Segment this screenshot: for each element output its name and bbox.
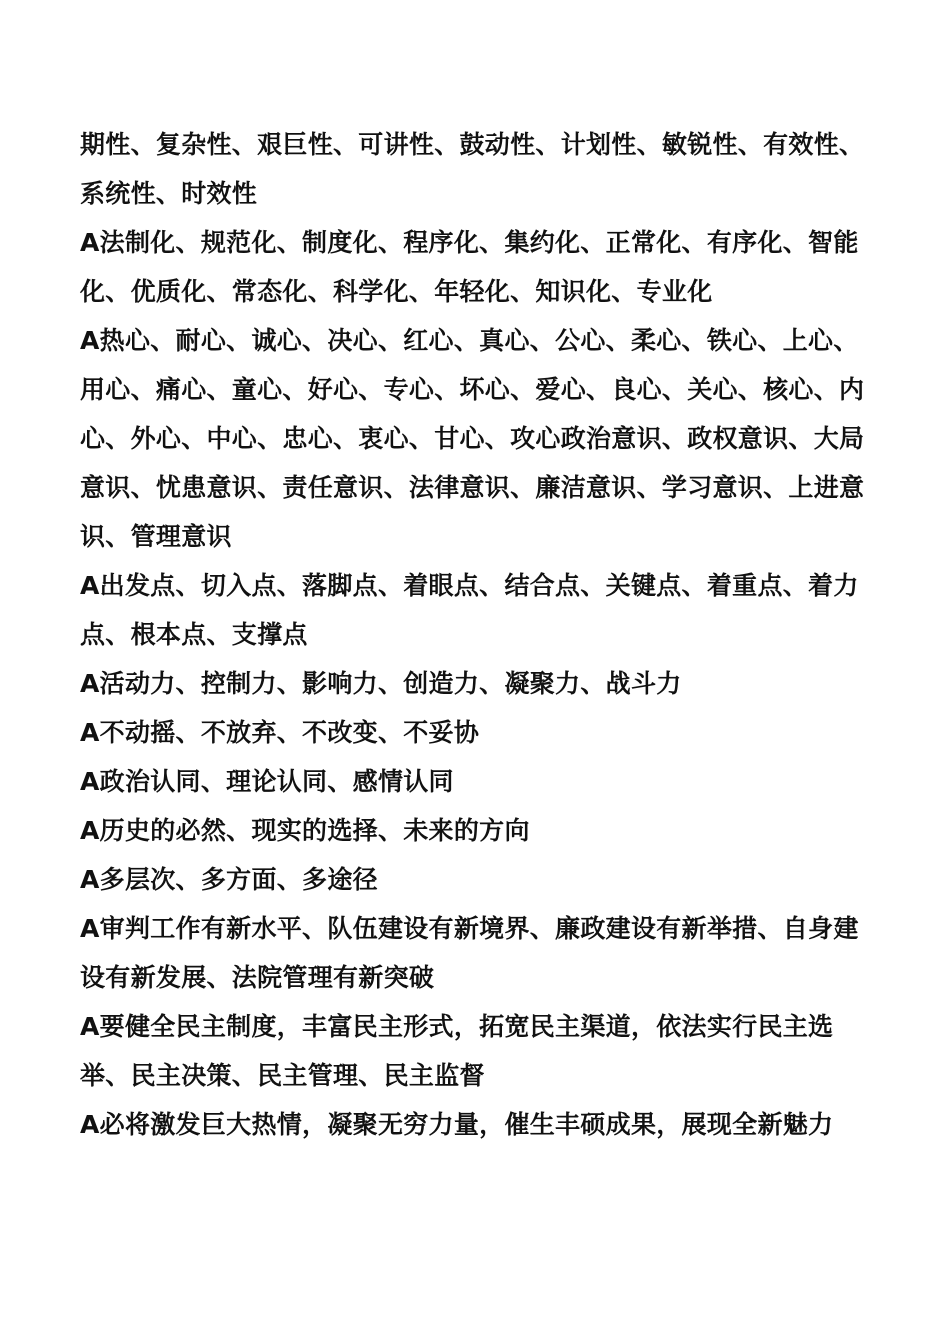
paragraph-1: 期性、复杂性、艰巨性、可讲性、鼓动性、计划性、敏锐性、有效性、系统性、时效性 (80, 130, 865, 208)
paragraph-8: A历史的必然、现实的选择、未来的方向 (80, 816, 530, 845)
paragraph-10: A审判工作有新水平、队伍建设有新境界、廉政建设有新举措、自身建设有新发展、法院管理有新突破 (80, 914, 859, 992)
paragraph-9: A多层次、多方面、多途径 (80, 865, 378, 894)
paragraph-7: A政治认同、理论认同、感情认同 (80, 767, 454, 796)
paragraph-12: A必将激发巨大热情，凝聚无穷力量，催生丰硕成果，展现全新魅力 (80, 1110, 834, 1139)
paragraph-6: A不动摇、不放弃、不改变、不妥协 (80, 718, 480, 747)
paragraph-5: A活动力、控制力、影响力、创造力、凝聚力、战斗力 (80, 669, 682, 698)
paragraph-4: A出发点、切入点、落脚点、着眼点、结合点、关键点、着重点、着力点、根本点、支撑点 (80, 571, 859, 649)
document-body (80, 120, 870, 1149)
paragraph-3: A热心、耐心、诚心、决心、红心、真心、公心、柔心、铁心、上心、用心、痛心、童心、好心、专心、坏心、爱心、良心、关心、核心、内心、外心、中心、忠心、衷心、甘心、攻心政治意识、政权意识、大局意识、忧患意识、责任意识、法律意识、廉洁意识、学习意识、上进意识、管理意识 (80, 326, 865, 551)
paragraph-2: A法制化、规范化、制度化、程序化、集约化、正常化、有序化、智能化、优质化、常态化、科学化、年轻化、知识化、专业化 (80, 228, 859, 306)
paragraph-11: A要健全民主制度，丰富民主形式，拓宽民主渠道，依法实行民主选举、民主决策、民主管理、民主监督 (80, 1012, 834, 1090)
